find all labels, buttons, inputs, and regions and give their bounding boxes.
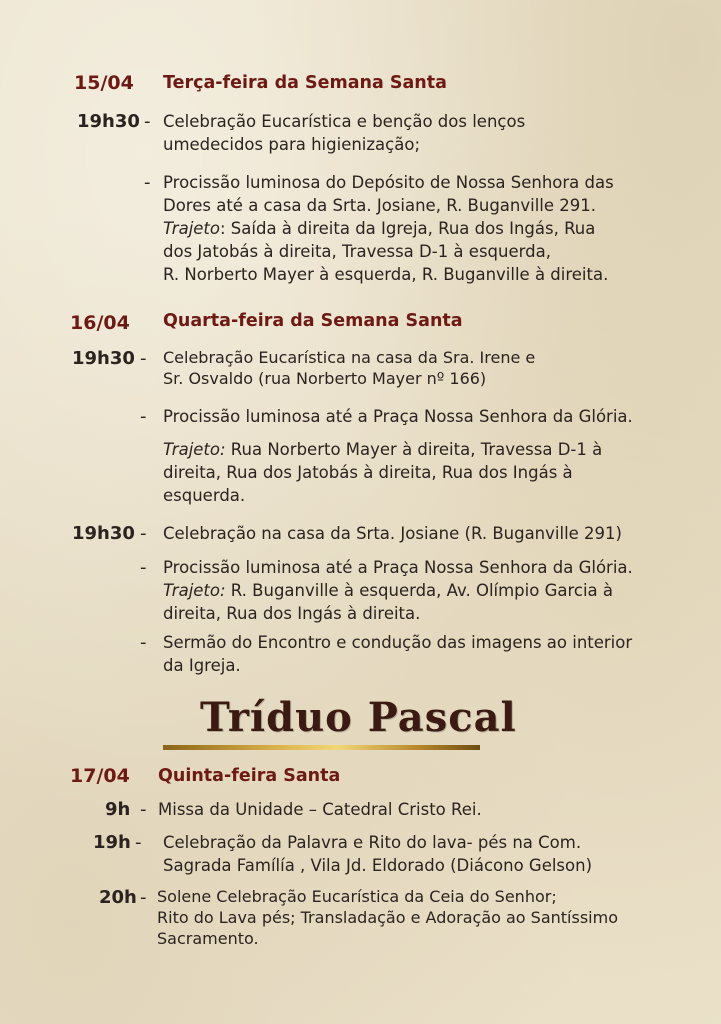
day-title-thursday: Quinta-feira Santa xyxy=(158,766,341,786)
trajeto-text: R. Buganville à esquerda, Av. Olímpio Garcia à xyxy=(225,581,614,600)
line: Procissão luminosa até a Praça Nossa Senhora da Glória. xyxy=(163,558,633,577)
event-description xyxy=(157,886,707,949)
date-1604: 16/04 xyxy=(70,312,130,334)
time-label: 9h xyxy=(105,799,131,820)
line: Sr. Osvaldo (rua Norberto Mayer nº 166) xyxy=(163,369,487,388)
line: Sagrada Famílía , Vila Jd. Eldorado (Diácono Gelson) xyxy=(163,856,593,875)
day-title-tuesday: Terça-feira da Semana Santa xyxy=(163,73,447,93)
time-label: 20h xyxy=(99,887,137,908)
triduo-pascal-title: Tríduo Pascal xyxy=(200,694,517,741)
line: Procissão luminosa do Depósito de Nossa Senhora das xyxy=(163,173,614,192)
event-description xyxy=(163,171,708,286)
time-label: 19h30 xyxy=(77,111,140,132)
line: Sermão do Encontro e condução das imagens ao interior xyxy=(163,633,633,652)
trajeto-line xyxy=(163,438,708,461)
line: direita, Rua dos Ingás à direita. xyxy=(163,604,421,623)
event-description xyxy=(163,631,708,677)
event-description xyxy=(163,556,708,625)
trajeto-text: : Saída à direita da Igreja, Rua dos Ingás, Rua xyxy=(220,219,596,238)
line: Celebração Eucarística e benção dos lenços xyxy=(163,112,526,131)
event-description xyxy=(163,831,708,877)
dash: - xyxy=(144,172,151,193)
date-1704: 17/04 xyxy=(70,765,130,787)
trajeto-label: Trajeto xyxy=(163,219,220,238)
time-label: 19h xyxy=(93,832,131,853)
gold-divider xyxy=(163,745,480,750)
dash: - xyxy=(140,799,147,820)
line: da Igreja. xyxy=(163,656,241,675)
day-title-wednesday: Quarta-feira da Semana Santa xyxy=(163,311,463,331)
dash: - xyxy=(140,348,147,369)
line: Solene Celebração Eucarística da Ceia do Senhor; xyxy=(157,887,557,906)
line: Sacramento. xyxy=(157,929,259,948)
trajeto-label: Trajeto: xyxy=(163,440,226,459)
event-description xyxy=(158,798,703,821)
line: Rito do Lava pés; Transladação e Adoração ao Santíssimo xyxy=(157,908,618,927)
trajeto-text: Rua Norberto Mayer à direita, Travessa D-1 à xyxy=(225,440,603,459)
dash: - xyxy=(140,887,147,908)
line: Missa da Unidade – Catedral Cristo Rei. xyxy=(158,800,482,819)
dash: - xyxy=(140,523,147,544)
event-description xyxy=(163,110,703,156)
line: dos Jatobás à direita, Travessa D-1 à esquerda, xyxy=(163,242,551,261)
line: R. Norberto Mayer à esquerda, R. Buganville à direita. xyxy=(163,265,609,284)
line: Celebração Eucarística na casa da Sra. Irene e xyxy=(163,348,536,367)
event-description xyxy=(163,522,708,545)
time-label: 19h30 xyxy=(72,523,135,544)
dash: - xyxy=(140,557,147,578)
line: Celebração da Palavra e Rito do lava- pés na Com. xyxy=(163,833,582,852)
dash: - xyxy=(144,111,151,132)
trajeto-label: Trajeto: xyxy=(163,581,226,600)
line: direita, Rua dos Jatobás à direita, Rua dos Ingás à xyxy=(163,463,573,482)
event-description xyxy=(163,405,708,507)
date-1504: 15/04 xyxy=(74,72,134,94)
time-label: 19h30 xyxy=(72,348,135,369)
line: esquerda. xyxy=(163,486,246,505)
event-description xyxy=(163,347,703,389)
line: umedecidos para higienização; xyxy=(163,135,420,154)
dash: - xyxy=(140,632,147,653)
line: Dores até a casa da Srta. Josiane, R. Buganville 291. xyxy=(163,196,597,215)
trajeto-line xyxy=(163,579,708,602)
line: Celebração na casa da Srta. Josiane (R. Buganville 291) xyxy=(163,524,622,543)
line: Procissão luminosa até a Praça Nossa Senhora da Glória. xyxy=(163,407,633,426)
dash: - xyxy=(135,832,142,853)
dash: - xyxy=(140,406,147,427)
trajeto-line xyxy=(163,217,708,240)
